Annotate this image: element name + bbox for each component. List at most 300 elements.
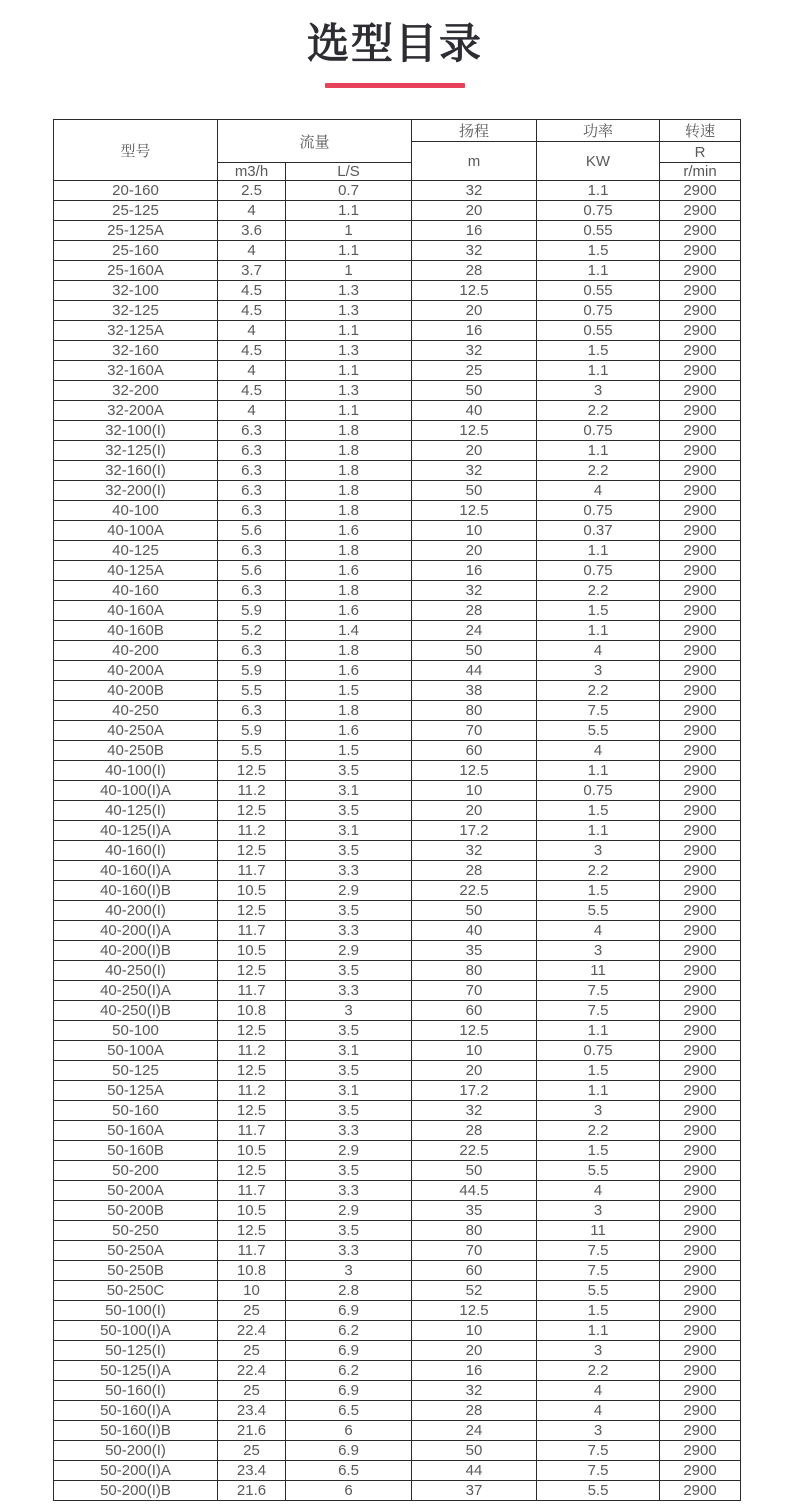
table-row bbox=[54, 1321, 741, 1341]
table-cell: 2900 bbox=[660, 1361, 741, 1381]
table-cell: 4 bbox=[537, 641, 660, 661]
table-row bbox=[54, 1161, 741, 1181]
table-cell: 1.3 bbox=[286, 281, 412, 301]
header-model: 型号 bbox=[54, 120, 218, 181]
table-cell: 1.5 bbox=[537, 1301, 660, 1321]
table-cell: 7.5 bbox=[537, 981, 660, 1001]
table-cell: 2900 bbox=[660, 1261, 741, 1281]
table-cell: 6.3 bbox=[218, 541, 286, 561]
table-cell: 2900 bbox=[660, 941, 741, 961]
table-cell: 50-160(I)A bbox=[54, 1401, 218, 1421]
table-cell: 0.55 bbox=[537, 221, 660, 241]
table-cell: 2900 bbox=[660, 521, 741, 541]
table-cell: 6.9 bbox=[286, 1301, 412, 1321]
table-cell: 28 bbox=[412, 1121, 537, 1141]
table-cell: 32 bbox=[412, 341, 537, 361]
table-cell: 50-125(I)A bbox=[54, 1361, 218, 1381]
table-cell: 70 bbox=[412, 721, 537, 741]
table-cell: 1.6 bbox=[286, 521, 412, 541]
table-cell: 1.6 bbox=[286, 661, 412, 681]
table-row bbox=[54, 1061, 741, 1081]
table-cell: 2900 bbox=[660, 661, 741, 681]
table-cell: 2900 bbox=[660, 721, 741, 741]
table-cell: 0.75 bbox=[537, 561, 660, 581]
table-cell: 4 bbox=[537, 1401, 660, 1421]
table-row bbox=[54, 1401, 741, 1421]
table-row bbox=[54, 661, 741, 681]
table-row bbox=[54, 461, 741, 481]
table-cell: 10 bbox=[218, 1281, 286, 1301]
table-cell: 5.5 bbox=[537, 721, 660, 741]
table-cell: 2900 bbox=[660, 1281, 741, 1301]
table-cell: 2900 bbox=[660, 261, 741, 281]
table-cell: 1.8 bbox=[286, 501, 412, 521]
table-cell: 2900 bbox=[660, 1421, 741, 1441]
table-row bbox=[54, 1261, 741, 1281]
table-row bbox=[54, 561, 741, 581]
table-row bbox=[54, 581, 741, 601]
table-cell: 2900 bbox=[660, 321, 741, 341]
header-speed: 转速 bbox=[660, 120, 741, 142]
table-cell: 7.5 bbox=[537, 1461, 660, 1481]
table-row bbox=[54, 701, 741, 721]
table-cell: 50-200(I)B bbox=[54, 1481, 218, 1501]
table-cell: 6.2 bbox=[286, 1361, 412, 1381]
table-cell: 3 bbox=[537, 1201, 660, 1221]
table-cell: 5.9 bbox=[218, 721, 286, 741]
table-cell: 40-200(I)A bbox=[54, 921, 218, 941]
table-cell: 12.5 bbox=[218, 761, 286, 781]
table-cell: 35 bbox=[412, 941, 537, 961]
table-cell: 1.8 bbox=[286, 701, 412, 721]
table-cell: 1.1 bbox=[286, 361, 412, 381]
table-cell: 7.5 bbox=[537, 701, 660, 721]
table-cell: 12.5 bbox=[218, 1101, 286, 1121]
table-cell: 20 bbox=[412, 301, 537, 321]
table-cell: 7.5 bbox=[537, 1001, 660, 1021]
table-cell: 40-125(I)A bbox=[54, 821, 218, 841]
table-row bbox=[54, 1041, 741, 1061]
table-cell: 40-200 bbox=[54, 641, 218, 661]
table-cell: 22.5 bbox=[412, 1141, 537, 1161]
table-cell: 1.1 bbox=[537, 1021, 660, 1041]
table-cell: 3.5 bbox=[286, 1161, 412, 1181]
table-cell: 32-200 bbox=[54, 381, 218, 401]
table-cell: 50-250 bbox=[54, 1221, 218, 1241]
table-cell: 1.8 bbox=[286, 581, 412, 601]
table-cell: 2900 bbox=[660, 1101, 741, 1121]
table-cell: 38 bbox=[412, 681, 537, 701]
table-cell: 20 bbox=[412, 1341, 537, 1361]
table-cell: 2900 bbox=[660, 921, 741, 941]
table-row bbox=[54, 721, 741, 741]
table-cell: 2900 bbox=[660, 741, 741, 761]
table-row bbox=[54, 1481, 741, 1501]
table-cell: 28 bbox=[412, 1401, 537, 1421]
table-cell: 40-125(I) bbox=[54, 801, 218, 821]
table-cell: 40-100A bbox=[54, 521, 218, 541]
table-cell: 40-250 bbox=[54, 701, 218, 721]
table-cell: 5.5 bbox=[537, 901, 660, 921]
header-speed-unit: r/min bbox=[660, 163, 741, 181]
table-cell: 12.5 bbox=[218, 1061, 286, 1081]
table-row bbox=[54, 541, 741, 561]
table-row bbox=[54, 1301, 741, 1321]
table-cell: 40-200(I) bbox=[54, 901, 218, 921]
table-row bbox=[54, 321, 741, 341]
table-cell: 11 bbox=[537, 1221, 660, 1241]
table-cell: 2900 bbox=[660, 481, 741, 501]
table-cell: 0.37 bbox=[537, 521, 660, 541]
table-cell: 4 bbox=[218, 361, 286, 381]
table-row bbox=[54, 881, 741, 901]
table-cell: 21.6 bbox=[218, 1421, 286, 1441]
table-cell: 32-125A bbox=[54, 321, 218, 341]
table-cell: 3.5 bbox=[286, 1021, 412, 1041]
table-cell: 10 bbox=[412, 521, 537, 541]
table-cell: 12.5 bbox=[218, 841, 286, 861]
table-cell: 5.6 bbox=[218, 561, 286, 581]
table-cell: 2900 bbox=[660, 761, 741, 781]
table-cell: 20 bbox=[412, 201, 537, 221]
table-cell: 1 bbox=[286, 261, 412, 281]
table-cell: 50-200 bbox=[54, 1161, 218, 1181]
table-cell: 50-200(I)A bbox=[54, 1461, 218, 1481]
header-power: 功率 bbox=[537, 120, 660, 142]
table-cell: 0.75 bbox=[537, 781, 660, 801]
table-cell: 1.8 bbox=[286, 461, 412, 481]
table-cell: 4 bbox=[537, 481, 660, 501]
table-cell: 10 bbox=[412, 1321, 537, 1341]
table-row bbox=[54, 1441, 741, 1461]
table-cell: 40-250A bbox=[54, 721, 218, 741]
table-cell: 32-160 bbox=[54, 341, 218, 361]
table-cell: 40-100(I) bbox=[54, 761, 218, 781]
table-cell: 2.9 bbox=[286, 1201, 412, 1221]
table-cell: 1.5 bbox=[537, 241, 660, 261]
table-cell: 3.3 bbox=[286, 1241, 412, 1261]
table-cell: 2.2 bbox=[537, 681, 660, 701]
table-cell: 40-160 bbox=[54, 581, 218, 601]
table-cell: 5.6 bbox=[218, 521, 286, 541]
table-cell: 40-200B bbox=[54, 681, 218, 701]
table-row bbox=[54, 621, 741, 641]
table-cell: 70 bbox=[412, 1241, 537, 1261]
table-row bbox=[54, 781, 741, 801]
table-row bbox=[54, 1121, 741, 1141]
table-cell: 2900 bbox=[660, 1181, 741, 1201]
table-cell: 1.1 bbox=[537, 361, 660, 381]
table-cell: 4.5 bbox=[218, 341, 286, 361]
table-cell: 2900 bbox=[660, 1061, 741, 1081]
table-cell: 3.3 bbox=[286, 861, 412, 881]
table-cell: 52 bbox=[412, 1281, 537, 1301]
table-row bbox=[54, 441, 741, 461]
table-cell: 12.5 bbox=[218, 1221, 286, 1241]
table-cell: 12.5 bbox=[412, 1021, 537, 1041]
table-cell: 50-160B bbox=[54, 1141, 218, 1161]
table-cell: 32 bbox=[412, 1381, 537, 1401]
table-cell: 24 bbox=[412, 1421, 537, 1441]
table-cell: 50-100 bbox=[54, 1021, 218, 1041]
table-cell: 3.3 bbox=[286, 921, 412, 941]
table-cell: 0.55 bbox=[537, 321, 660, 341]
table-cell: 2900 bbox=[660, 1221, 741, 1241]
table-cell: 3.1 bbox=[286, 821, 412, 841]
table-cell: 11.2 bbox=[218, 1081, 286, 1101]
table-cell: 17.2 bbox=[412, 821, 537, 841]
table-cell: 7.5 bbox=[537, 1261, 660, 1281]
table-cell: 50-100A bbox=[54, 1041, 218, 1061]
table-cell: 32-200A bbox=[54, 401, 218, 421]
table-cell: 6.3 bbox=[218, 641, 286, 661]
table-cell: 2900 bbox=[660, 1001, 741, 1021]
table-cell: 4 bbox=[218, 241, 286, 261]
table-cell: 11.7 bbox=[218, 981, 286, 1001]
table-cell: 2900 bbox=[660, 1141, 741, 1161]
table-cell: 4 bbox=[537, 1181, 660, 1201]
table-cell: 32 bbox=[412, 241, 537, 261]
table-cell: 50-250A bbox=[54, 1241, 218, 1261]
table-row bbox=[54, 741, 741, 761]
table-cell: 2.2 bbox=[537, 1121, 660, 1141]
page-title: 选型目录 bbox=[306, 20, 483, 67]
table-cell: 11.2 bbox=[218, 821, 286, 841]
table-cell: 5.5 bbox=[218, 681, 286, 701]
table-cell: 2.2 bbox=[537, 461, 660, 481]
table-row bbox=[54, 1201, 741, 1221]
table-row bbox=[54, 421, 741, 441]
table-cell: 11.7 bbox=[218, 1241, 286, 1261]
table-cell: 3.1 bbox=[286, 781, 412, 801]
table-cell: 22.4 bbox=[218, 1321, 286, 1341]
table-cell: 50-200(I) bbox=[54, 1441, 218, 1461]
table-row bbox=[54, 641, 741, 661]
table-cell: 1.6 bbox=[286, 561, 412, 581]
table-cell: 50-250B bbox=[54, 1261, 218, 1281]
table-cell: 2900 bbox=[660, 681, 741, 701]
table-cell: 25-160 bbox=[54, 241, 218, 261]
table-cell: 3.5 bbox=[286, 801, 412, 821]
table-header bbox=[54, 120, 741, 181]
table-cell: 32-100(I) bbox=[54, 421, 218, 441]
table-cell: 3.5 bbox=[286, 1061, 412, 1081]
table-cell: 2900 bbox=[660, 501, 741, 521]
table-cell: 40 bbox=[412, 921, 537, 941]
table-cell: 40-160(I)A bbox=[54, 861, 218, 881]
table-cell: 1.4 bbox=[286, 621, 412, 641]
table-cell: 2.2 bbox=[537, 581, 660, 601]
table-cell: 10.5 bbox=[218, 881, 286, 901]
table-cell: 28 bbox=[412, 861, 537, 881]
table-cell: 20 bbox=[412, 441, 537, 461]
table-cell: 1.1 bbox=[286, 201, 412, 221]
table-row bbox=[54, 1101, 741, 1121]
table-cell: 32-200(I) bbox=[54, 481, 218, 501]
table-cell: 40-160(I)B bbox=[54, 881, 218, 901]
table-cell: 1.3 bbox=[286, 301, 412, 321]
table-row bbox=[54, 861, 741, 881]
table-cell: 2.9 bbox=[286, 1141, 412, 1161]
title-underline-divider bbox=[325, 83, 465, 88]
table-cell: 2900 bbox=[660, 1481, 741, 1501]
table-cell: 2900 bbox=[660, 841, 741, 861]
table-cell: 50-125A bbox=[54, 1081, 218, 1101]
table-cell: 1.5 bbox=[537, 881, 660, 901]
table-cell: 40-250(I) bbox=[54, 961, 218, 981]
table-cell: 10.8 bbox=[218, 1001, 286, 1021]
table-cell: 1.5 bbox=[537, 601, 660, 621]
header-head: 扬程 bbox=[412, 120, 537, 142]
table-row bbox=[54, 1421, 741, 1441]
table-row bbox=[54, 381, 741, 401]
table-cell: 10.5 bbox=[218, 1201, 286, 1221]
table-cell: 1.8 bbox=[286, 541, 412, 561]
table-cell: 32-160(I) bbox=[54, 461, 218, 481]
table-row bbox=[54, 961, 741, 981]
table-cell: 11.7 bbox=[218, 1121, 286, 1141]
table-cell: 2900 bbox=[660, 1341, 741, 1361]
table-cell: 7.5 bbox=[537, 1441, 660, 1461]
header-row-1 bbox=[54, 120, 741, 142]
table-cell: 3 bbox=[537, 381, 660, 401]
table-cell: 6.9 bbox=[286, 1441, 412, 1461]
table-cell: 20-160 bbox=[54, 181, 218, 201]
table-cell: 32-100 bbox=[54, 281, 218, 301]
table-cell: 1.1 bbox=[286, 241, 412, 261]
table-row bbox=[54, 921, 741, 941]
table-cell: 1.3 bbox=[286, 341, 412, 361]
table-cell: 40-125 bbox=[54, 541, 218, 561]
table-cell: 3 bbox=[537, 661, 660, 681]
table-row bbox=[54, 181, 741, 201]
table-row bbox=[54, 241, 741, 261]
table-cell: 1.5 bbox=[537, 1141, 660, 1161]
header-speed-r: R bbox=[660, 142, 741, 163]
table-cell: 20 bbox=[412, 801, 537, 821]
table-cell: 4 bbox=[218, 401, 286, 421]
table-cell: 3.5 bbox=[286, 841, 412, 861]
table-cell: 22.5 bbox=[412, 881, 537, 901]
table-cell: 11.2 bbox=[218, 1041, 286, 1061]
table-cell: 1.1 bbox=[537, 261, 660, 281]
table-cell: 12.5 bbox=[218, 1021, 286, 1041]
table-cell: 2.2 bbox=[537, 401, 660, 421]
table-cell: 12.5 bbox=[412, 1301, 537, 1321]
table-cell: 5.5 bbox=[537, 1481, 660, 1501]
table-cell: 25-125 bbox=[54, 201, 218, 221]
table-cell: 20 bbox=[412, 541, 537, 561]
table-cell: 3.5 bbox=[286, 1221, 412, 1241]
table-cell: 50 bbox=[412, 1161, 537, 1181]
table-cell: 40-160A bbox=[54, 601, 218, 621]
table-cell: 1.1 bbox=[537, 441, 660, 461]
table-cell: 16 bbox=[412, 221, 537, 241]
table-cell: 44 bbox=[412, 1461, 537, 1481]
table-cell: 4.5 bbox=[218, 281, 286, 301]
table-cell: 3.3 bbox=[286, 981, 412, 1001]
table-cell: 2900 bbox=[660, 901, 741, 921]
table-cell: 1.5 bbox=[537, 341, 660, 361]
table-cell: 6.3 bbox=[218, 421, 286, 441]
table-cell: 3.1 bbox=[286, 1041, 412, 1061]
table-cell: 6.3 bbox=[218, 701, 286, 721]
table-body bbox=[54, 181, 741, 1501]
table-cell: 2900 bbox=[660, 381, 741, 401]
table-cell: 1.3 bbox=[286, 381, 412, 401]
table-cell: 3.5 bbox=[286, 1101, 412, 1121]
table-cell: 28 bbox=[412, 261, 537, 281]
table-cell: 50 bbox=[412, 381, 537, 401]
table-cell: 3.1 bbox=[286, 1081, 412, 1101]
table-cell: 1.1 bbox=[537, 1321, 660, 1341]
table-cell: 1.1 bbox=[537, 761, 660, 781]
table-cell: 5.5 bbox=[537, 1281, 660, 1301]
table-cell: 6.3 bbox=[218, 461, 286, 481]
table-cell: 2900 bbox=[660, 1301, 741, 1321]
table-cell: 16 bbox=[412, 321, 537, 341]
table-cell: 40-160(I) bbox=[54, 841, 218, 861]
table-cell: 2900 bbox=[660, 1401, 741, 1421]
table-cell: 40-160B bbox=[54, 621, 218, 641]
table-cell: 2900 bbox=[660, 541, 741, 561]
table-cell: 2900 bbox=[660, 821, 741, 841]
table-cell: 12.5 bbox=[412, 501, 537, 521]
table-cell: 10.8 bbox=[218, 1261, 286, 1281]
table-cell: 12.5 bbox=[218, 801, 286, 821]
table-cell: 32 bbox=[412, 1101, 537, 1121]
table-cell: 3 bbox=[537, 1421, 660, 1441]
table-row bbox=[54, 941, 741, 961]
table-cell: 16 bbox=[412, 561, 537, 581]
table-cell: 2900 bbox=[660, 1241, 741, 1261]
table-cell: 4.5 bbox=[218, 301, 286, 321]
table-cell: 2.5 bbox=[218, 181, 286, 201]
table-cell: 50 bbox=[412, 901, 537, 921]
table-cell: 80 bbox=[412, 961, 537, 981]
table-cell: 5.5 bbox=[537, 1161, 660, 1181]
table-cell: 2900 bbox=[660, 1041, 741, 1061]
table-cell: 2900 bbox=[660, 701, 741, 721]
table-cell: 12.5 bbox=[218, 901, 286, 921]
table-cell: 32 bbox=[412, 461, 537, 481]
table-cell: 12.5 bbox=[412, 761, 537, 781]
table-cell: 32 bbox=[412, 841, 537, 861]
table-cell: 2900 bbox=[660, 1461, 741, 1481]
table-row bbox=[54, 801, 741, 821]
table-cell: 40-250B bbox=[54, 741, 218, 761]
table-cell: 50-160 bbox=[54, 1101, 218, 1121]
table-cell: 11 bbox=[537, 961, 660, 981]
header-head-unit: m bbox=[412, 142, 537, 181]
table-cell: 80 bbox=[412, 701, 537, 721]
table-cell: 40-125A bbox=[54, 561, 218, 581]
table-cell: 32-125 bbox=[54, 301, 218, 321]
table-cell: 2900 bbox=[660, 361, 741, 381]
table-cell: 1.1 bbox=[537, 821, 660, 841]
table-cell: 2900 bbox=[660, 401, 741, 421]
table-cell: 0.55 bbox=[537, 281, 660, 301]
table-cell: 6.5 bbox=[286, 1461, 412, 1481]
table-cell: 50 bbox=[412, 1441, 537, 1461]
table-cell: 2900 bbox=[660, 881, 741, 901]
table-cell: 32 bbox=[412, 581, 537, 601]
table-cell: 22.4 bbox=[218, 1361, 286, 1381]
table-cell: 1.8 bbox=[286, 641, 412, 661]
table-cell: 7.5 bbox=[537, 1241, 660, 1261]
table-cell: 4.5 bbox=[218, 381, 286, 401]
table-cell: 6.3 bbox=[218, 441, 286, 461]
